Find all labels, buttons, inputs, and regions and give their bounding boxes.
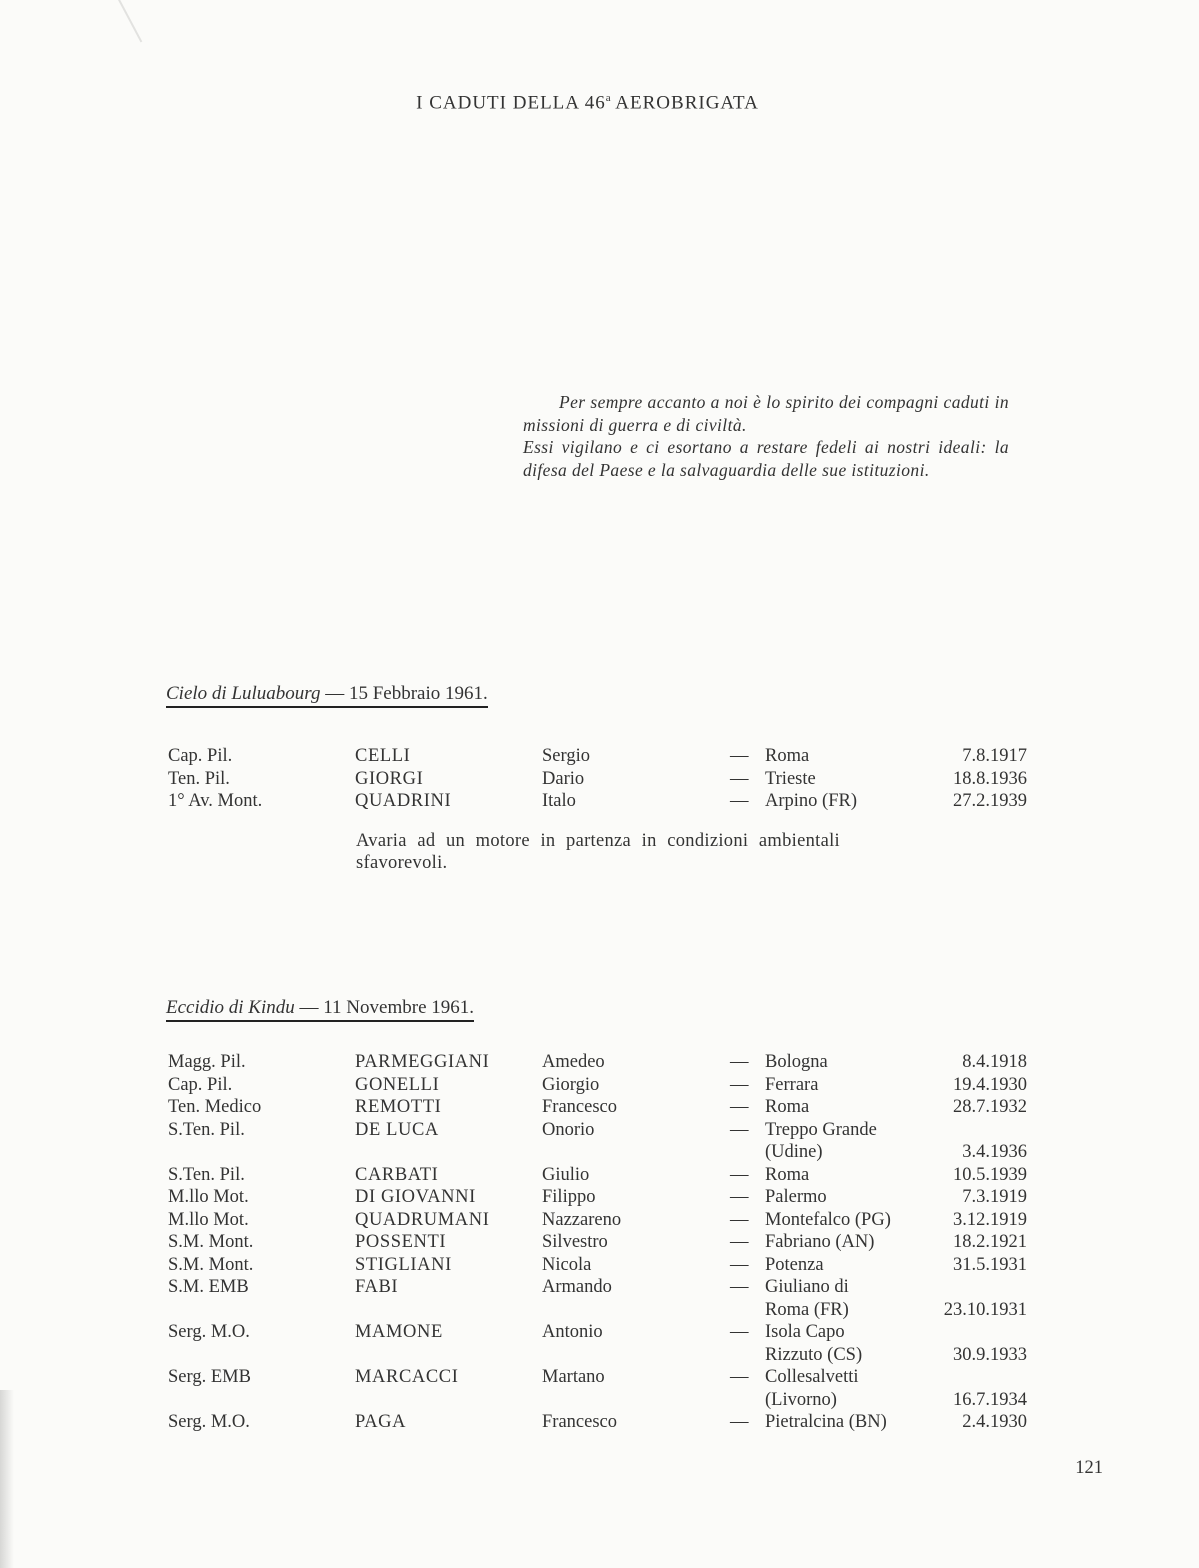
epigraph-paragraph-2: Essi vigilano e ci esortano a restare fedeli ai nostri ideali: la difesa del Paese e la salvaguardia delle sue istituzioni. xyxy=(523,437,1009,480)
surname-cell: CELLI xyxy=(355,746,411,766)
rank-cell: S.Ten. Pil. xyxy=(168,1119,245,1140)
epigraph xyxy=(523,391,1009,481)
rank-cell: Serg. M.O. xyxy=(168,1412,250,1432)
rank-cell: S.M. Mont. xyxy=(168,1232,254,1252)
table-row xyxy=(0,1277,1199,1322)
birthdate-cell: 23.10.1931 xyxy=(943,1299,1027,1320)
rank-cell: S.M. Mont. xyxy=(168,1254,254,1275)
birthdate-cell: 28.7.1932 xyxy=(953,1097,1027,1117)
surname-cell: DI GIOVANNI xyxy=(355,1187,476,1207)
surname-cell: FABI xyxy=(355,1277,399,1297)
first-name-cell: Armando xyxy=(542,1277,612,1297)
table-row xyxy=(0,746,1199,769)
section-heading-luluabourg: Cielo di Luluabourg — 15 Febbraio 1961. xyxy=(166,683,488,708)
birthdate-cell: 3.4.1936 xyxy=(962,1142,1027,1162)
first-name-cell: Giulio xyxy=(542,1164,590,1185)
birthdate-cell: 18.8.1936 xyxy=(953,768,1027,789)
surname-cell: STIGLIANI xyxy=(355,1254,452,1275)
surname-cell: POSSENTI xyxy=(355,1232,447,1252)
birthplace-cell: Palermo xyxy=(765,1187,827,1207)
birthdate-cell: 2.4.1930 xyxy=(962,1412,1027,1432)
first-name-cell: Giorgio xyxy=(542,1074,600,1095)
birthplace-cell: Collesalvetti xyxy=(765,1367,859,1387)
casualty-list-luluabourg xyxy=(0,746,1199,814)
dash-cell: — xyxy=(730,746,749,766)
surname-cell: PARMEGGIANI xyxy=(355,1052,490,1072)
table-row xyxy=(0,1367,1199,1412)
dash-cell: — xyxy=(730,1232,749,1252)
first-name-cell: Onorio xyxy=(542,1119,595,1140)
rank-cell: Cap. Pil. xyxy=(168,746,233,766)
first-name-cell: Francesco xyxy=(542,1412,617,1432)
surname-cell: GONELLI xyxy=(355,1074,440,1095)
table-row xyxy=(0,1210,1199,1233)
rank-cell: Cap. Pil. xyxy=(168,1074,233,1095)
first-name-cell: Martano xyxy=(542,1367,605,1387)
birthplace-cell: Bologna xyxy=(765,1052,828,1072)
birthdate-cell: 7.3.1919 xyxy=(962,1187,1027,1207)
rank-cell: Ten. Pil. xyxy=(168,768,230,789)
birthplace-continuation-cell: (Livorno) xyxy=(765,1389,837,1410)
birthdate-cell: 16.7.1934 xyxy=(953,1389,1027,1410)
birthplace-cell: Roma xyxy=(765,746,810,766)
birthplace-cell: Giuliano di xyxy=(765,1277,849,1297)
page-title: I CADUTI DELLA 46$^a$ AEROBRIGATA xyxy=(416,92,759,114)
rank-cell: S.M. EMB xyxy=(168,1277,249,1297)
birthplace-cell: Fabriano (AN) xyxy=(765,1232,875,1252)
rank-cell: M.llo Mot. xyxy=(168,1209,249,1230)
table-row xyxy=(0,1412,1199,1435)
birthdate-cell: 3.12.1919 xyxy=(953,1209,1027,1230)
birthplace-cell: Montefalco (PG) xyxy=(765,1209,891,1230)
rank-cell: Ten. Medico xyxy=(168,1097,262,1117)
birthdate-cell: 8.4.1918 xyxy=(962,1052,1027,1072)
first-name-cell: Filippo xyxy=(542,1187,596,1207)
dash-cell: — xyxy=(730,1322,749,1342)
birthdate-cell: 18.2.1921 xyxy=(953,1232,1027,1252)
paper-mark xyxy=(118,0,142,42)
birthplace-continuation-cell: (Udine) xyxy=(765,1142,823,1162)
table-row xyxy=(0,791,1199,814)
rank-cell: M.llo Mot. xyxy=(168,1187,249,1207)
first-name-cell: Silvestro xyxy=(542,1232,608,1252)
casualty-list-kindu xyxy=(0,1052,1199,1435)
birthplace-cell: Arpino (FR) xyxy=(765,791,857,811)
dash-cell: — xyxy=(730,1254,749,1275)
dash-cell: — xyxy=(730,1187,749,1207)
table-row xyxy=(0,1165,1199,1188)
birthplace-cell: Ferrara xyxy=(765,1074,819,1095)
table-row xyxy=(0,1075,1199,1098)
dash-cell: — xyxy=(730,1412,749,1432)
surname-cell: GIORGI xyxy=(355,768,424,789)
section-heading-kindu: Eccidio di Kindu — 11 Novembre 1961. xyxy=(166,997,474,1022)
table-row xyxy=(0,1052,1199,1075)
surname-cell: QUADRUMANI xyxy=(355,1209,490,1230)
surname-cell: DE LUCA xyxy=(355,1119,439,1140)
first-name-cell: Nazzareno xyxy=(542,1209,622,1230)
birthdate-cell: 7.8.1917 xyxy=(962,746,1027,766)
dash-cell: — xyxy=(730,1209,749,1230)
dash-cell: — xyxy=(730,1277,749,1297)
table-row xyxy=(0,769,1199,792)
birthplace-cell: Roma xyxy=(765,1164,810,1185)
first-name-cell: Dario xyxy=(542,768,585,789)
first-name-cell: Antonio xyxy=(542,1322,603,1342)
dash-cell: — xyxy=(730,768,749,789)
rank-cell: Magg. Pil. xyxy=(168,1052,246,1072)
rank-cell: Serg. EMB xyxy=(168,1367,251,1387)
birthdate-cell: 30.9.1933 xyxy=(953,1344,1027,1365)
surname-cell: MARCACCI xyxy=(355,1367,459,1387)
birthdate-cell: 31.5.1931 xyxy=(953,1254,1027,1275)
rank-cell: S.Ten. Pil. xyxy=(168,1164,245,1185)
first-name-cell: Francesco xyxy=(542,1097,617,1117)
dash-cell: — xyxy=(730,1367,749,1387)
table-row xyxy=(0,1232,1199,1255)
table-row xyxy=(0,1097,1199,1120)
birthdate-cell: 27.2.1939 xyxy=(953,791,1027,811)
birthplace-cell: Isola Capo xyxy=(765,1322,845,1342)
dash-cell: — xyxy=(730,1074,749,1095)
surname-cell: REMOTTI xyxy=(355,1097,442,1117)
birthplace-cell: Roma xyxy=(765,1097,810,1117)
rank-cell: 1° Av. Mont. xyxy=(168,791,263,811)
table-row xyxy=(0,1187,1199,1210)
epigraph-paragraph-1: Per sempre accanto a noi è lo spirito dei compagni caduti in missioni di guerra e di civiltà. xyxy=(523,392,1009,435)
first-name-cell: Nicola xyxy=(542,1254,592,1275)
dash-cell: — xyxy=(730,1052,749,1072)
table-row xyxy=(0,1120,1199,1165)
dash-cell: — xyxy=(730,1119,749,1140)
dash-cell: — xyxy=(730,791,749,811)
surname-cell: MAMONE xyxy=(355,1322,443,1342)
first-name-cell: Amedeo xyxy=(542,1052,605,1072)
surname-cell: QUADRINI xyxy=(355,791,452,811)
table-row xyxy=(0,1322,1199,1367)
table-row xyxy=(0,1255,1199,1278)
birthplace-continuation-cell: Rizzuto (CS) xyxy=(765,1344,863,1365)
birthdate-cell: 19.4.1930 xyxy=(953,1074,1027,1095)
dash-cell: — xyxy=(730,1164,749,1185)
birthplace-cell: Treppo Grande xyxy=(765,1119,877,1140)
surname-cell: PAGA xyxy=(355,1412,407,1432)
birthplace-cell: Potenza xyxy=(765,1254,824,1275)
birthplace-cell: Pietralcina (BN) xyxy=(765,1412,887,1432)
birthplace-cell: Trieste xyxy=(765,768,816,789)
birthplace-continuation-cell: Roma (FR) xyxy=(765,1299,849,1320)
page-number: 121 xyxy=(1075,1458,1103,1478)
birthdate-cell: 10.5.1939 xyxy=(953,1164,1027,1185)
incident-note: Avaria ad un motore in partenza in condizioni ambientali sfavorevoli. xyxy=(356,831,840,873)
rank-cell: Serg. M.O. xyxy=(168,1322,250,1342)
first-name-cell: Sergio xyxy=(542,746,590,766)
first-name-cell: Italo xyxy=(542,791,576,811)
dash-cell: — xyxy=(730,1097,749,1117)
surname-cell: CARBATI xyxy=(355,1164,439,1185)
